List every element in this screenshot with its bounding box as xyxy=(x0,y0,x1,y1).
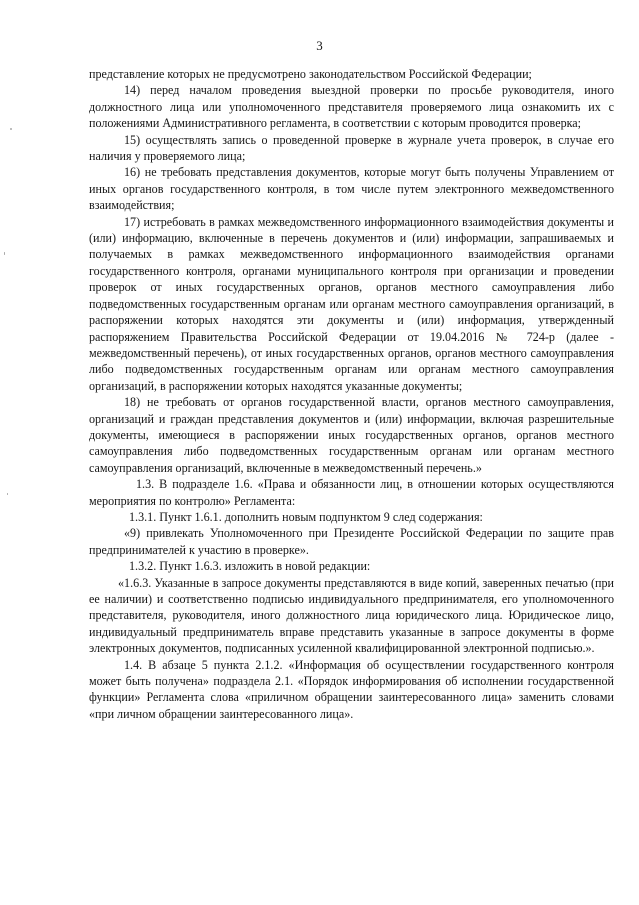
scan-speck xyxy=(7,493,8,495)
scan-speck xyxy=(4,252,5,255)
paragraph-11: «1.6.3. Указанные в запросе документы представляются в виде копий, заверенных печатью (при ее наличии) и соответственно подписью индивидуального предпринимателя, его уполномоченного представителя, руководителя, иного должностного лица юридического лица. Юридическое лицо, индивидуальный предприниматель вправе представить указанные в запросе документы в форме электронных документов, подписанных усиленной квалифицированной электронной подписью.». xyxy=(89,575,614,656)
paragraph-12: 1.4. В абзаце 5 пункта 2.1.2. «Информация об осуществлении государственного контроля может быть получена» подраздела 2.1. «Порядок информирования об исполнении государственной функции» Регламента слова «приличном обращении заинтересованного лица» заменить словами «при личном обращении заинтересованного лица». xyxy=(89,657,614,721)
paragraph-3: 15) осуществлять запись о проведенной проверке в журнале учета проверок, в случае его наличия у проверяемого лица; xyxy=(89,132,614,164)
paragraph-5: 17) истребовать в рамках межведомственного информационного взаимодействия документы и (или) информацию, включенные в перечень документов и (или) информации, запрашиваемых и получаемых в рамках межведомственного информационного взаимодействия органами государственного контроля, органами муниципального контроля при организации и проведении проверок от иных государственных органов, органов местного самоуправления либо подведомственных государственным органам или органам местного самоуправления организаций, в распоряжении которых находятся эти документы и (или) информация, утвержденный распоряжением Правительства Российской Федерации от 19.04.2016 № 724-р (далее - межведомственный перечень), от иных государственных органов, органов местного самоуправления либо подведомственных государственным органам или органам местного самоуправления организаций, в распоряжении которых находятся указанные документы; xyxy=(89,214,614,393)
paragraph-9: «9) привлекать Уполномоченного при Президенте Российской Федерации по защите прав предпринимателей к участию в проверке». xyxy=(89,526,614,557)
paragraph-6: 18) не требовать от органов государственной власти, органов местного самоуправления, организаций и граждан представления документов и (или) информации, включая разрешительные документы, имеющиеся в распоряжении иных государственных органов, органов местного самоуправления либо подведомственных государственным органам или органам местного самоуправления организаций, включенные в межведомственный перечень.» xyxy=(89,395,614,475)
paragraph-10: 1.3.2. Пункт 1.6.3. изложить в новой редакции: xyxy=(129,559,371,574)
paragraph-7: 1.3. В подразделе 1.6. «Права и обязанности лиц, в отношении которых осуществляются мероприятия по контролю» Регламента: xyxy=(89,477,614,508)
document-body xyxy=(89,66,614,722)
page-number: 3 xyxy=(316,38,323,53)
paragraph-2: 14) перед началом проведения выездной проверки по просьбе руководителя, иного должностного лица или уполномоченного представителя проверяемого лица ознакомить их с положениями Административного регламента, в соответствии с которым проводится проверка; xyxy=(89,83,614,131)
paragraph-8: 1.3.1. Пункт 1.6.1. дополнить новым подпунктом 9 след содержания: xyxy=(129,509,483,524)
paragraph-1: представление которых не предусмотрено законодательством Российской Федерации; xyxy=(89,67,532,81)
scan-speck xyxy=(10,128,12,130)
paragraph-4: 16) не требовать представления документов, которые могут быть получены Управлением от иных органов государственного контроля, в том числе путем электронного межведомственного взаимодействия; xyxy=(89,165,614,213)
